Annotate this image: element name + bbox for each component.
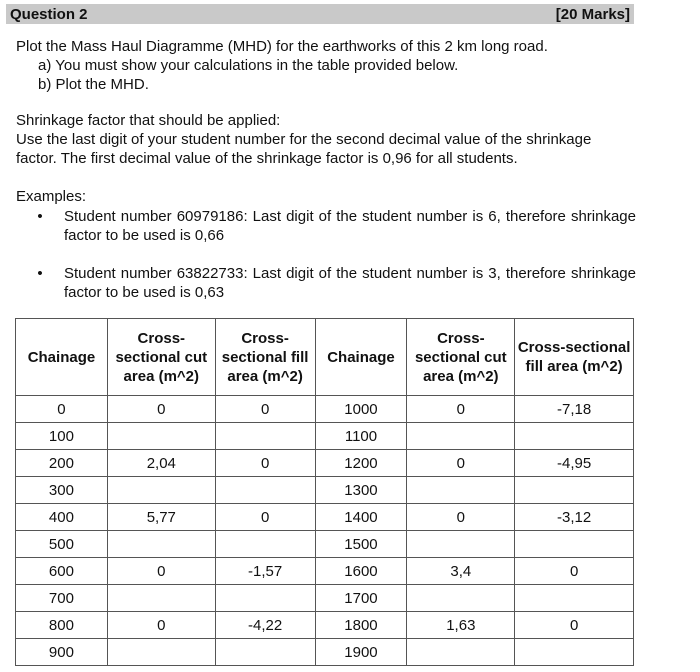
column-header: Chainage — [315, 319, 407, 396]
table-cell: 0 — [407, 504, 515, 531]
table-cell: 1500 — [315, 531, 407, 558]
example-bullet — [16, 207, 636, 245]
table-cell — [107, 585, 215, 612]
table-cell: 0 — [215, 450, 315, 477]
examples-heading: Examples: — [16, 188, 87, 205]
table-row — [16, 396, 634, 423]
table-cell — [215, 477, 315, 504]
column-header: Cross-sectional fill area (m^2) — [215, 319, 315, 396]
table-cell: 1000 — [315, 396, 407, 423]
table-cell — [515, 585, 634, 612]
table-cell: 1300 — [315, 477, 407, 504]
table-cell — [515, 531, 634, 558]
table-row — [16, 585, 634, 612]
table-cell: 1100 — [315, 423, 407, 450]
table-cell: -4,95 — [515, 450, 634, 477]
shrinkage-line-2: factor. The first decimal value of the shrinkage factor is 0,96 for all students. — [16, 150, 518, 167]
table-cell: 0 — [515, 558, 634, 585]
table-cell: 0 — [215, 504, 315, 531]
earthworks-table — [15, 318, 634, 666]
table-cell: 700 — [16, 585, 108, 612]
table-cell: 100 — [16, 423, 108, 450]
table-cell: 3,4 — [407, 558, 515, 585]
table-cell: 0 — [215, 396, 315, 423]
column-header: Cross-sectional cut area (m^2) — [407, 319, 515, 396]
table-cell — [515, 639, 634, 666]
table-cell: 0 — [107, 612, 215, 639]
table-cell — [215, 639, 315, 666]
table-cell: 1200 — [315, 450, 407, 477]
intro-block — [16, 37, 636, 94]
table-cell: 200 — [16, 450, 108, 477]
examples-block — [16, 187, 636, 302]
table-cell — [215, 585, 315, 612]
table-cell: 1800 — [315, 612, 407, 639]
marks-label: [20 Marks] — [555, 5, 630, 23]
table-cell: 1600 — [315, 558, 407, 585]
table-cell: 900 — [16, 639, 108, 666]
shrinkage-heading: Shrinkage factor that should be applied: — [16, 112, 281, 129]
table-cell: -3,12 — [515, 504, 634, 531]
table-row — [16, 477, 634, 504]
intro-line: Plot the Mass Haul Diagramme (MHD) for the earthworks of this 2 km long road. — [16, 38, 548, 55]
table-cell: -1,57 — [215, 558, 315, 585]
example-text: Student number 60979186: Last digit of the student number is 6, therefore shrinkage factor to be used is 0,66 — [64, 208, 636, 244]
table-row — [16, 639, 634, 666]
table-row — [16, 504, 634, 531]
table-header-row — [16, 319, 634, 396]
bullet-dot-icon: • — [37, 208, 43, 225]
table-row — [16, 450, 634, 477]
intro-item-a: a) You must show your calculations in the table provided below. — [38, 57, 459, 74]
table-cell — [515, 423, 634, 450]
table-cell: 400 — [16, 504, 108, 531]
intro-item-b: b) Plot the MHD. — [38, 76, 149, 93]
table-cell — [107, 531, 215, 558]
table-row — [16, 558, 634, 585]
column-header: Cross-sectional fill area (m^2) — [515, 319, 634, 396]
table-cell: 1900 — [315, 639, 407, 666]
table-cell: 5,77 — [107, 504, 215, 531]
question-title: Question 2 — [10, 5, 88, 23]
table-cell: 0 — [16, 396, 108, 423]
table-cell: 0 — [407, 396, 515, 423]
table-cell — [515, 477, 634, 504]
table-cell: 800 — [16, 612, 108, 639]
table-cell: 300 — [16, 477, 108, 504]
question-header — [6, 4, 634, 24]
table-cell: 2,04 — [107, 450, 215, 477]
table-cell: 1,63 — [407, 612, 515, 639]
table-cell: 600 — [16, 558, 108, 585]
shrinkage-block — [16, 111, 636, 168]
table-cell — [215, 423, 315, 450]
table-cell — [215, 531, 315, 558]
table-cell: 0 — [407, 450, 515, 477]
table-cell: -7,18 — [515, 396, 634, 423]
column-header: Cross-sectional cut area (m^2) — [107, 319, 215, 396]
table-cell — [407, 477, 515, 504]
table-cell: 0 — [107, 396, 215, 423]
table-cell: 1400 — [315, 504, 407, 531]
table-cell: 500 — [16, 531, 108, 558]
example-text: Student number 63822733: Last digit of the student number is 3, therefore shrinkage factor to be used is 0,63 — [64, 265, 636, 301]
table-cell — [107, 423, 215, 450]
table-cell: 1700 — [315, 585, 407, 612]
table-row — [16, 612, 634, 639]
table-cell — [407, 531, 515, 558]
shrinkage-line-1: Use the last digit of your student number for the second decimal value of the shrinkage — [16, 131, 592, 148]
table-cell: 0 — [515, 612, 634, 639]
table-cell — [407, 585, 515, 612]
table-row — [16, 423, 634, 450]
table-cell — [407, 639, 515, 666]
table-cell: -4,22 — [215, 612, 315, 639]
bullet-dot-icon: • — [37, 265, 43, 282]
table-cell — [407, 423, 515, 450]
table-cell: 0 — [107, 558, 215, 585]
table-cell — [107, 477, 215, 504]
example-bullet — [16, 264, 636, 302]
table-cell — [107, 639, 215, 666]
table-row — [16, 531, 634, 558]
column-header: Chainage — [16, 319, 108, 396]
